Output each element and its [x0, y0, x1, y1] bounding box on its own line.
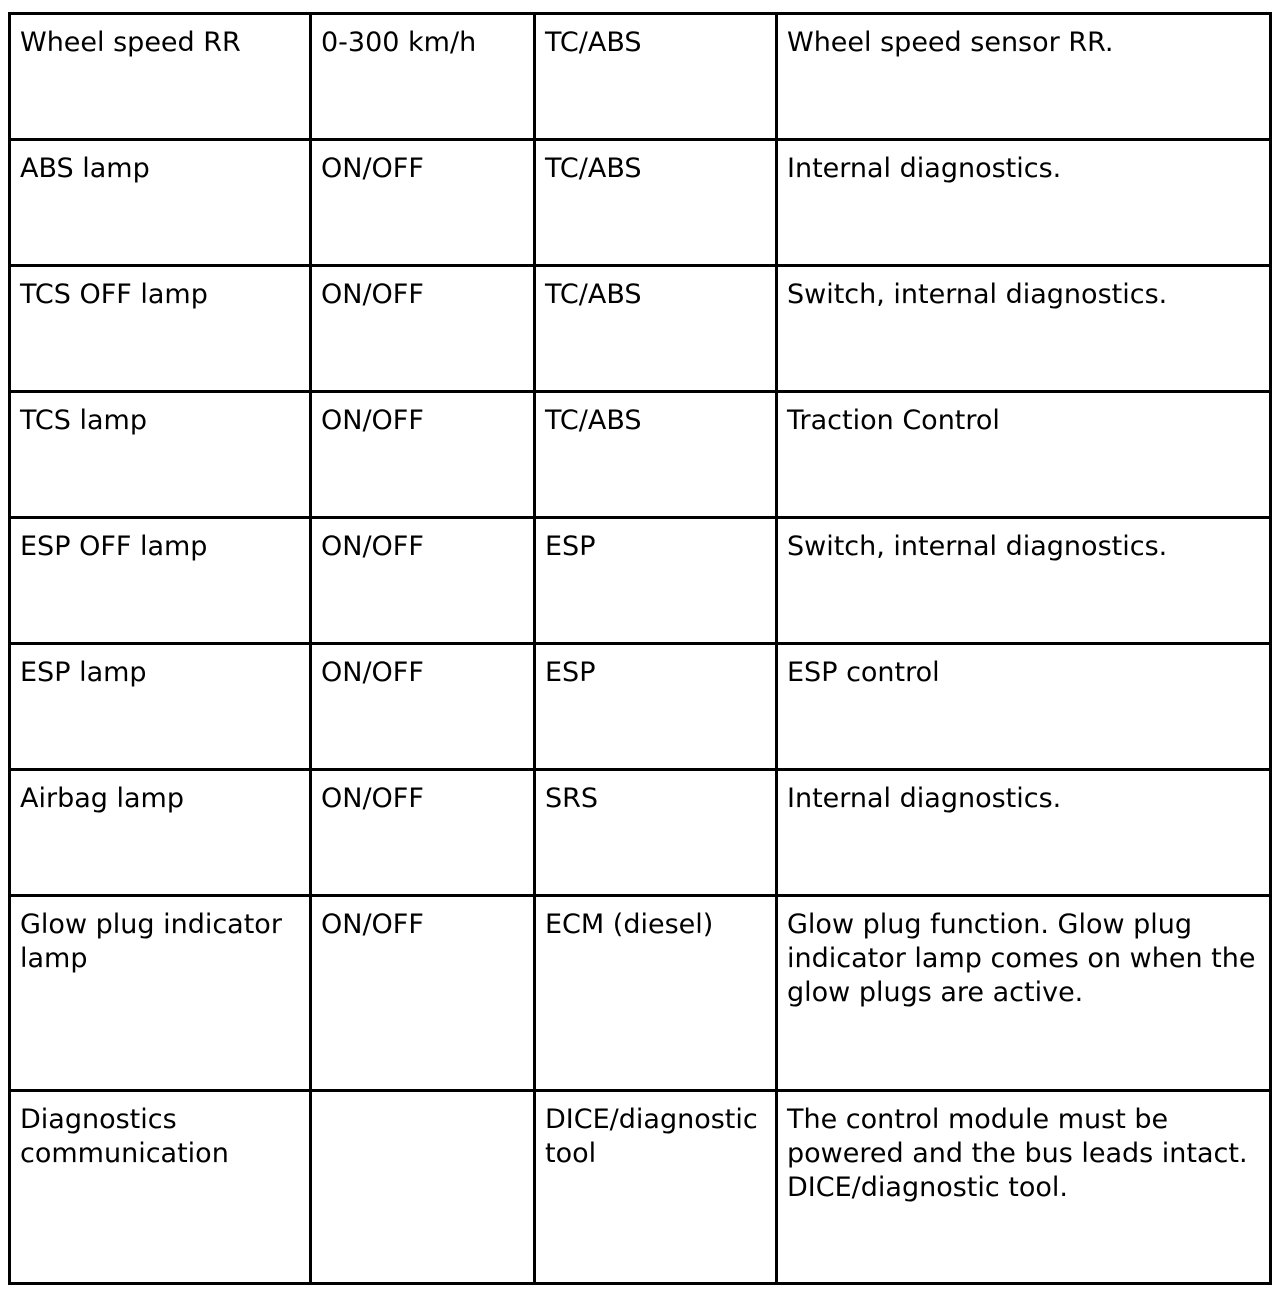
table-row: [10, 14, 1271, 140]
table-row: [10, 266, 1271, 392]
value-range-cell: ON/OFF: [311, 266, 535, 392]
description-cell: Internal diagnostics.: [777, 140, 1271, 266]
source-module-cell: DICE/diagnostic tool: [535, 1091, 777, 1284]
value-range-cell: [311, 1091, 535, 1284]
source-module-cell: TC/ABS: [535, 140, 777, 266]
source-module-cell: ESP: [535, 518, 777, 644]
value-range-cell: ON/OFF: [311, 896, 535, 1091]
value-range-cell: ON/OFF: [311, 644, 535, 770]
description-cell: Internal diagnostics.: [777, 770, 1271, 896]
description-cell: Glow plug function. Glow plug indicator lamp comes on when the glow plugs are active.: [777, 896, 1271, 1091]
signal-name-cell: TCS lamp: [10, 392, 311, 518]
value-range-cell: ON/OFF: [311, 140, 535, 266]
description-cell: Switch, internal diagnostics.: [777, 518, 1271, 644]
signal-name-cell: ESP OFF lamp: [10, 518, 311, 644]
value-range-cell: ON/OFF: [311, 518, 535, 644]
table-row: [10, 896, 1271, 1091]
description-cell: The control module must be powered and the bus leads intact. DICE/diagnostic tool.: [777, 1091, 1271, 1284]
value-range-cell: ON/OFF: [311, 392, 535, 518]
source-module-cell: TC/ABS: [535, 392, 777, 518]
table-row: [10, 140, 1271, 266]
signal-name-cell: ESP lamp: [10, 644, 311, 770]
source-module-cell: SRS: [535, 770, 777, 896]
table-row: [10, 1091, 1271, 1284]
signal-name-cell: Diagnostics communication: [10, 1091, 311, 1284]
signal-name-cell: Glow plug indicator lamp: [10, 896, 311, 1091]
description-cell: ESP control: [777, 644, 1271, 770]
description-cell: Traction Control: [777, 392, 1271, 518]
signal-name-cell: Wheel speed RR: [10, 14, 311, 140]
value-range-cell: ON/OFF: [311, 770, 535, 896]
value-range-cell: 0-300 km/h: [311, 14, 535, 140]
signal-table: [8, 12, 1272, 1285]
source-module-cell: ESP: [535, 644, 777, 770]
table-row: [10, 770, 1271, 896]
table-row: [10, 644, 1271, 770]
description-cell: Switch, internal diagnostics.: [777, 266, 1271, 392]
source-module-cell: ECM (diesel): [535, 896, 777, 1091]
source-module-cell: TC/ABS: [535, 14, 777, 140]
description-cell: Wheel speed sensor RR.: [777, 14, 1271, 140]
table-row: [10, 518, 1271, 644]
signal-name-cell: Airbag lamp: [10, 770, 311, 896]
table-row: [10, 392, 1271, 518]
source-module-cell: TC/ABS: [535, 266, 777, 392]
signal-name-cell: ABS lamp: [10, 140, 311, 266]
signal-name-cell: TCS OFF lamp: [10, 266, 311, 392]
